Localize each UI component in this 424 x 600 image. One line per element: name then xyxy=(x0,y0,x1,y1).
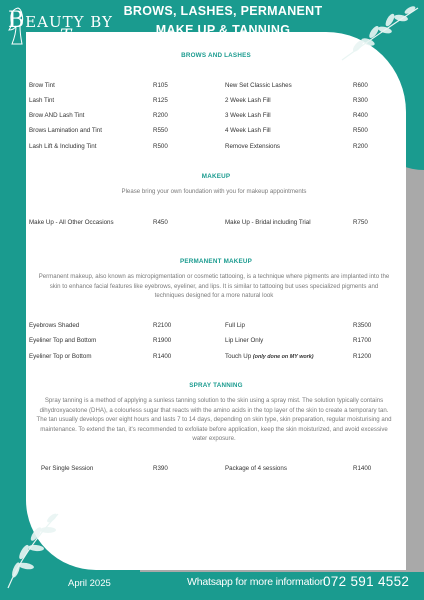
price-item-name: Make Up - All Other Occasions xyxy=(29,219,114,226)
footer-date: April 2025 xyxy=(68,578,111,589)
price-item-price: R2100 xyxy=(153,322,172,329)
price-item-price: R1200 xyxy=(353,353,372,360)
price-item-name: Eyeliner Top or Bottom xyxy=(29,353,92,360)
phone-number[interactable]: 072 591 4552 xyxy=(323,574,410,589)
price-item-name: Package of 4 sessions xyxy=(225,465,287,472)
price-item-name: Eyeliner Top and Bottom xyxy=(29,337,97,344)
price-item-name: Full Lip xyxy=(225,322,245,329)
price-item-price: R750 xyxy=(353,219,368,226)
price-item-name: Lash Lift & Including Tint xyxy=(29,143,97,150)
price-item-price: R500 xyxy=(353,127,368,134)
price-item-price: R300 xyxy=(353,97,368,104)
spray-tanning-description: Spray tanning is a method of applying a sunless tanning solution to the skin using a spray mist. The solution typically contains dihydroxyacetone (DHA), a colourless sugar that reacts with the amino acids in the top layer of the skin to create a temporary tan. The tan usually develops over eight hours and lasts 7 to 14 days, depending on skin type, skin preparation, regular moisturising and maintenance. To extend the tan, it's recommended to exfoliate before application, keep the skin moisturized, and avoid excessive water exposure. xyxy=(36,397,392,443)
section-title-spray-tanning: SPRAY TANNING xyxy=(189,382,243,389)
price-item-name: New Set Classic Lashes xyxy=(225,82,292,89)
price-item-price: R200 xyxy=(353,143,368,150)
price-item-price: R390 xyxy=(153,465,168,472)
price-item-name: Brow AND Lash Tint xyxy=(29,112,85,119)
price-item-name: 2 Week Lash Fill xyxy=(225,97,271,104)
permanent-makeup-description: Permanent makeup, also known as micropigmentation or cosmetic tattooing, is a technique where pigments are implanted into the skin to enhance facial features like eyebrows, eyeliner, and lips. It is similar to tattooing but uses specialized pigments and techniques designed for a more natural look xyxy=(38,273,390,300)
price-item-price: R450 xyxy=(153,219,168,226)
brand-initial: B xyxy=(8,8,26,33)
price-item-price: R1400 xyxy=(153,353,172,360)
price-item-name: Lip Liner Only xyxy=(225,337,264,344)
price-item-price: R500 xyxy=(153,143,168,150)
leaf-decoration-icon xyxy=(2,510,62,590)
whatsapp-note: Whatsapp for more information xyxy=(187,576,326,588)
section-title-brows-lashes: BROWS AND LASHES xyxy=(181,52,251,59)
price-item-price: R200 xyxy=(153,112,168,119)
price-item-price: R1700 xyxy=(353,337,372,344)
price-item-price: R600 xyxy=(353,82,368,89)
price-item-name: Make Up - Bridal including Trial xyxy=(225,219,311,226)
price-item-name: 4 Week Lash Fill xyxy=(225,127,271,134)
price-item-price: R125 xyxy=(153,97,168,104)
price-item-price: R1400 xyxy=(353,465,372,472)
price-item-name: 3 Week Lash Fill xyxy=(225,112,271,119)
price-item-name: Lash Tint xyxy=(29,97,55,104)
price-item-name: Eyebrows Shaded xyxy=(29,322,80,329)
price-item-name: Brows Lamination and Tint xyxy=(29,127,102,134)
page-title-line-2: MAKE UP & TANNING xyxy=(155,23,291,37)
brand-name-rest: EAUTY BY xyxy=(25,13,113,31)
price-item-name: Per Single Session xyxy=(41,465,94,472)
touch-up-note: (only done on MY work) xyxy=(252,354,314,360)
price-item-price: R550 xyxy=(153,127,168,134)
price-item-name: Brow Tint xyxy=(29,82,55,89)
touch-up-label: Touch Up xyxy=(225,353,252,360)
page-title-line-1: BROWS, LASHES, PERMANENT xyxy=(123,4,323,18)
brand-script: Tamz xyxy=(60,26,106,46)
makeup-note: Please bring your own foundation with you for makeup appointments xyxy=(121,188,307,195)
price-item-price: R105 xyxy=(153,82,168,89)
section-title-permanent-makeup: PERMANENT MAKEUP xyxy=(179,258,253,265)
page-title xyxy=(112,2,334,40)
section-title-makeup: MAKEUP xyxy=(201,173,231,180)
price-item-name: Remove Extensions xyxy=(225,143,281,150)
price-item-price: R1900 xyxy=(153,337,172,344)
price-item-price: R3500 xyxy=(353,322,372,329)
price-item-price: R400 xyxy=(353,112,368,119)
price-item-name xyxy=(225,353,314,360)
brand-logo xyxy=(4,4,122,48)
